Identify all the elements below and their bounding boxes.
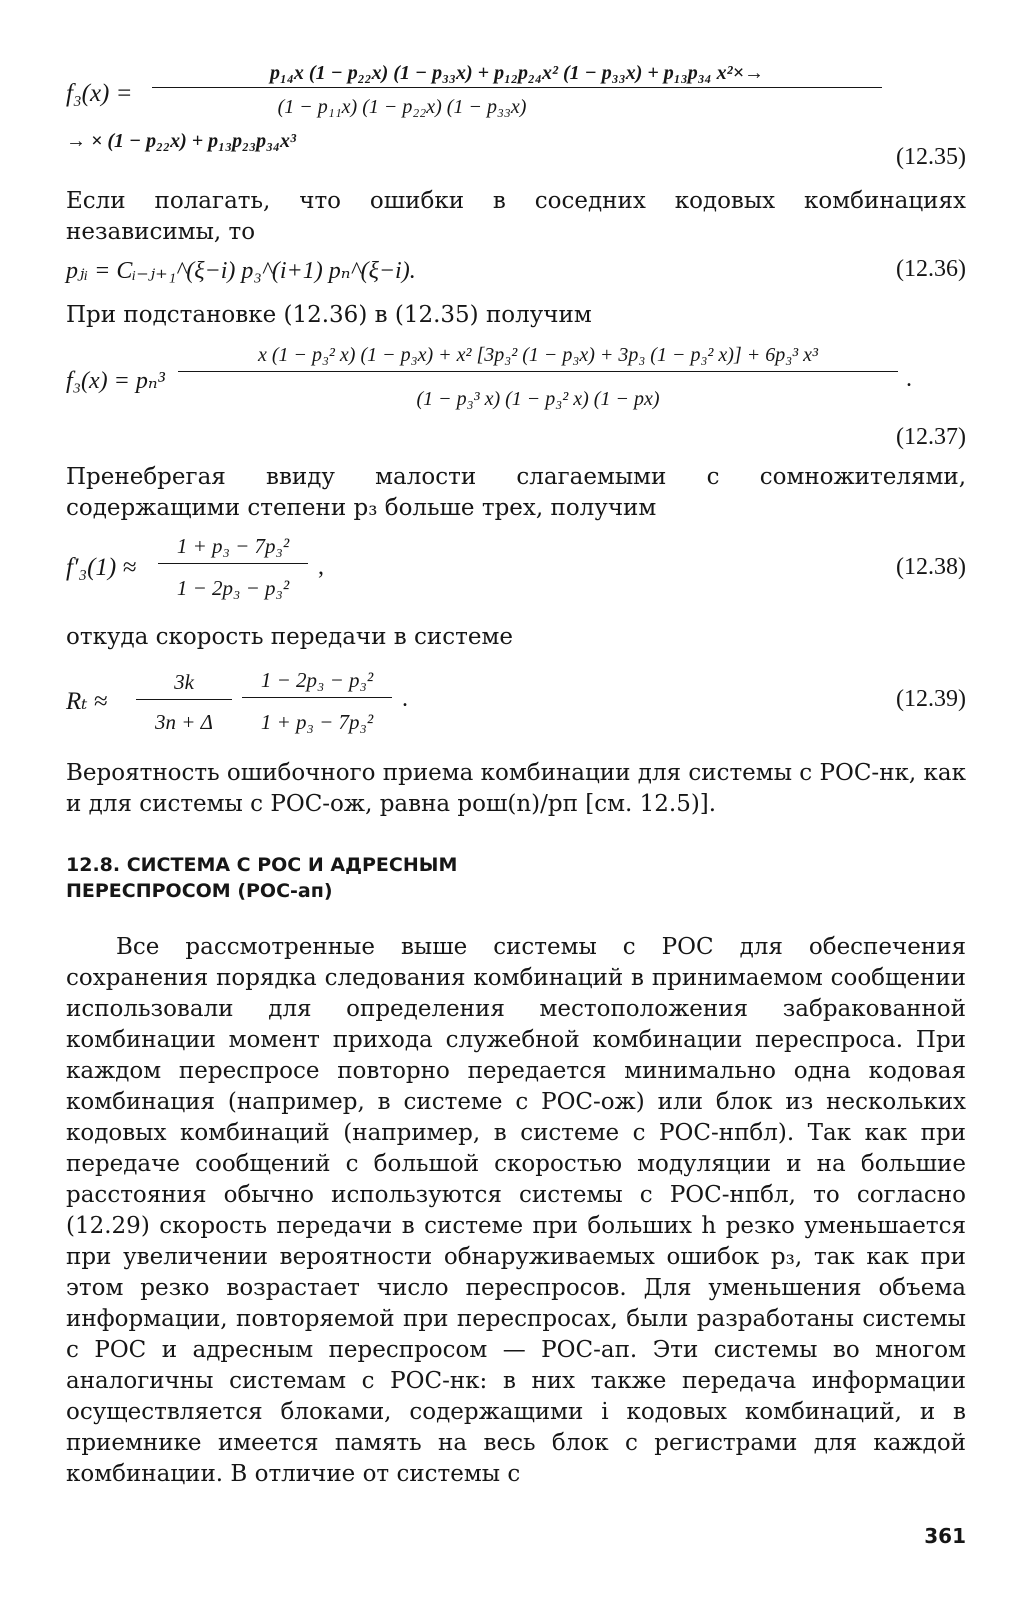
fraction-numerator: p₁₄x (1 − p₂₂x) (1 − p₃₃x) + p₁₂p₂₄x² (1 − p₃₃x) + p₁₃p₃₄ x²×→	[152, 62, 882, 88]
fraction-denominator: 3n + Δ	[155, 710, 213, 734]
equation-12-35	[66, 58, 966, 168]
fraction-denominator: 1 − 2p₃ − p₃²	[176, 576, 290, 600]
equation-12-39	[66, 664, 966, 748]
equation-12-38	[66, 532, 966, 612]
paragraph: Вероятность ошибочного приема комбинации для системы с РОС-нк, как и для системы с РОС-ож, равна pош(n)/pп [см. 12.5)].	[66, 760, 966, 817]
heading-line: ПЕРЕСПРОСОМ (РОС-ап)	[66, 880, 333, 902]
fraction-numerator: 3k	[136, 670, 232, 700]
fraction-numerator: 1 − 2p₃ − p₃²	[242, 668, 392, 698]
equation-number: (12.37)	[896, 424, 966, 450]
section-heading	[66, 852, 966, 904]
equation-number: (12.35)	[896, 144, 966, 170]
equation-number: (12.36)	[896, 256, 966, 282]
paragraph: откуда скорость передачи в системе	[66, 624, 513, 650]
period: .	[906, 366, 912, 392]
equation-continuation: → × (1 − p₂₂x) + p₁₃p₂₃p₃₄x³	[66, 130, 297, 152]
paragraph: Если полагать, что ошибки в соседних кодовых комбинациях независимы, то	[66, 188, 966, 245]
fraction-denominator: (1 − p₃³ x) (1 − p₃² x) (1 − px)	[416, 388, 660, 410]
equation-12-36	[66, 254, 966, 290]
equation-number: (12.39)	[896, 686, 966, 712]
equation-lhs: f′₃(1) ≈	[66, 554, 137, 581]
paragraph: Пренебрегая ввиду малости слагаемыми с сомножителями, содержащими степени p₃ больше трех, получим	[66, 464, 966, 521]
equation-number: (12.38)	[896, 554, 966, 580]
equation-lhs: f₃(x) = pₙ³	[66, 368, 165, 394]
fraction-numerator: 1 + p₃ − 7p₃²	[158, 534, 308, 564]
paragraph: При подстановке (12.36) в (12.35) получим	[66, 302, 592, 328]
paragraph: Все рассмотренные выше системы с РОС для обеспечения сохранения порядка следования комбинаций в принимаемом сообщении использовали для определения местоположения забракованной комбинации момент прихода служебной комбинации переспроса. При каждом переспросе повторно передается минимально одна кодовая комбинация (например, в системе с РОС-ож) или блок из нескольких кодовых комбинаций (например, в системе с РОС-нпбл). Так как при передаче сообщений с большой скоростью модуляции и на большие расстояния обычно используются системы с РОС-нпбл, то согласно (12.29) скорость передачи в системе при больших h резко уменьшается при увеличении вероятности обнаруживаемых ошибок p₃, так как при этом резко возрастает число переспросов. Для уменьшения объема информации, повторяемой при переспросах, были разработаны системы с РОС и адресным переспросом — РОС-ап. Эти системы во многом аналогичны системам с РОС-нк: в них также передача информации осуществляется блоками, содержащими i кодовых комбинаций, и в приемнике имеется память на весь блок с регистрами для каждой комбинации. В отличие от системы с	[66, 934, 966, 1487]
equation-expression: pⱼᵢ = Cᵢ₋ⱼ₊₁^(ξ−i) p₃^(i+1) pₙ^(ξ−i).	[66, 258, 416, 284]
comma: ,	[318, 554, 324, 580]
equation-12-37	[66, 340, 966, 452]
page-number: 361	[924, 1524, 966, 1548]
fraction-denominator: (1 − p₁₁x) (1 − p₂₂x) (1 − p₃₃x)	[277, 96, 527, 118]
fraction-denominator: 1 + p₃ − 7p₃²	[260, 710, 374, 734]
heading-line: 12.8. СИСТЕМА С РОС И АДРЕСНЫМ	[66, 854, 458, 876]
equation-lhs: f₃(x) =	[66, 80, 133, 107]
equation-lhs: Rₜ ≈	[66, 688, 108, 715]
period: .	[402, 686, 408, 712]
fraction-numerator: x (1 − p₃² x) (1 − p₃x) + x² [3p₃² (1 − p₃x) + 3p₃ (1 − p₃² x)] + 6p₃³ x³	[178, 344, 898, 372]
